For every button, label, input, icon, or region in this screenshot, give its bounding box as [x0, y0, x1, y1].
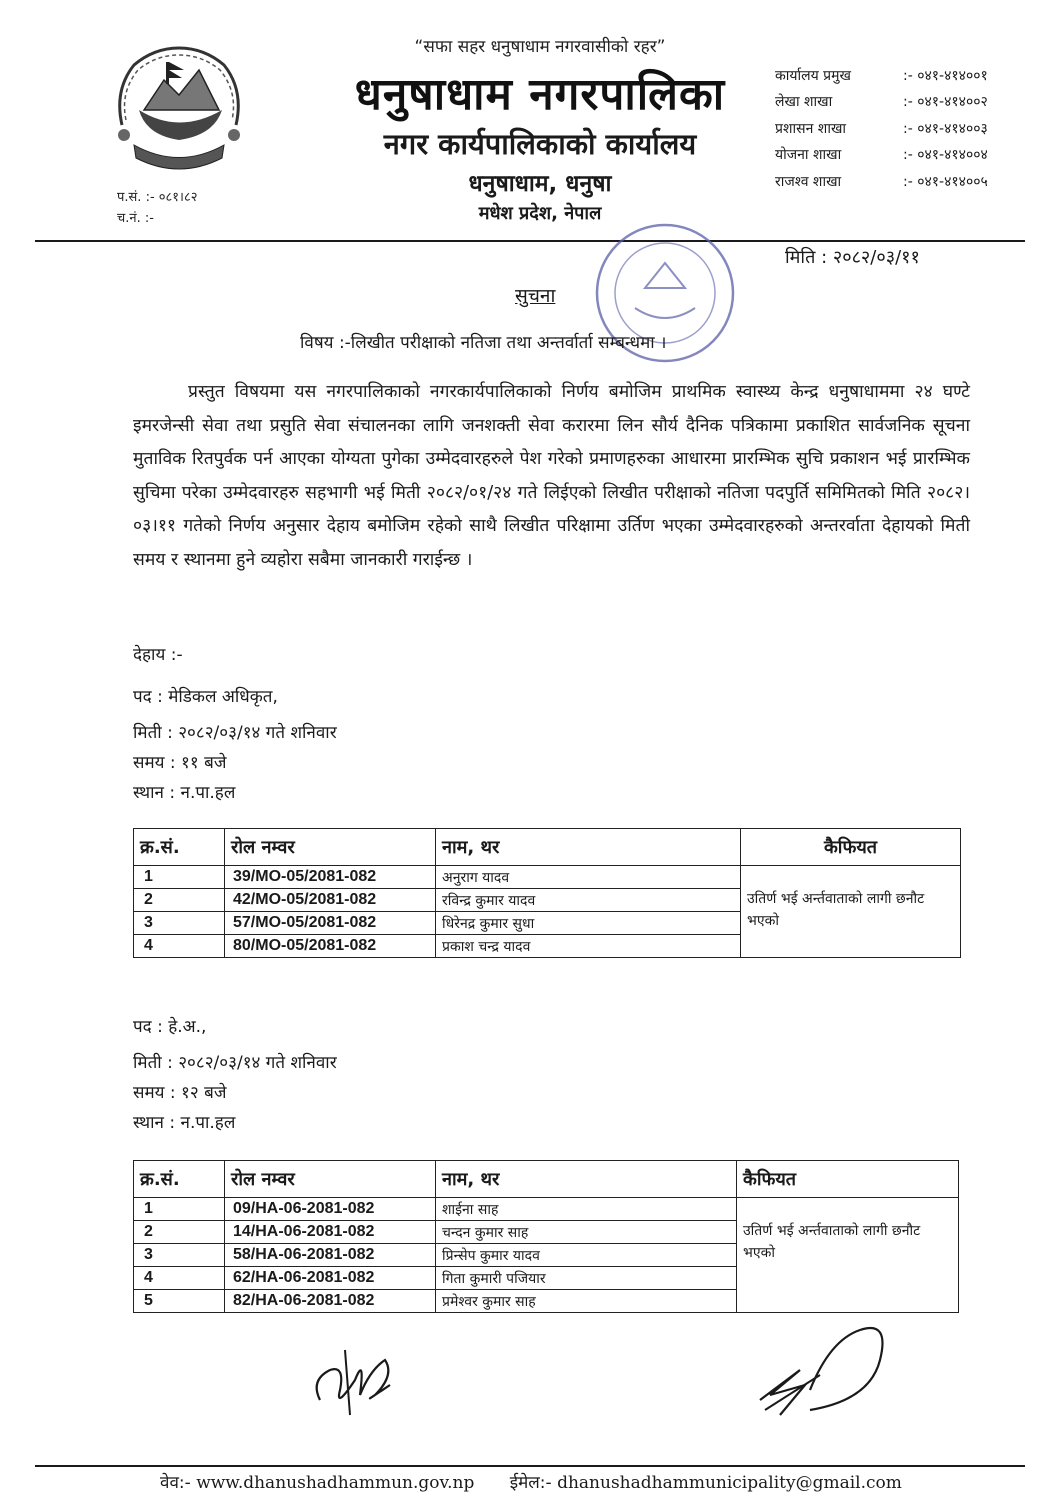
cell-name: शाईना साह [436, 1198, 737, 1221]
results-table-mo [133, 828, 961, 958]
table-header-row [134, 1161, 959, 1198]
section-1-details [133, 640, 337, 808]
col-roll: रोल नम्वर [225, 1161, 436, 1198]
col-name: नाम, थर [436, 829, 741, 866]
cell-name: प्रमेश्वर कुमार साह [436, 1290, 737, 1313]
notice-date: मिति : २०८२/०३/११ [785, 247, 920, 268]
notice-title: सुचना [515, 285, 556, 307]
contact-phone: :- ०४१-४१४००५ [903, 173, 988, 190]
notice-body: प्रस्तुत विषयमा यस नगरपालिकाको नगरकार्यपालिकाको निर्णय बमोजिम प्राथमिक स्वास्थ्य केन्द्र धनुषाधाममा २४ घण्टे इमरजेन्सी सेवा तथा प्रसुति सेवा संचालनका लागि जनशक्ती सेवा करारमा लिन सौर्य दैनिक पत्रिकामा प्रकाशित सार्वजनिक सूचना मुताविक रितपुर्वक पर्न आएका योग्यता पुगेका उम्मेदवारहरुले पेश गरेको प्रमाणहरुका आधारमा प्रारम्भिक सुचि प्रकाशन भई प्रारम्भिक सुचिमा परेका उम्मेदवारहरु सहभागी भई मिती २०८२/०१/२४ गते लिईएको लिखीत परीक्षाको नतिजा पदपुर्ति समिमितको मिति २०८२।०३।११ गतेको निर्णय अनुसार देहाय बमोजिम रहेको साथै लिखीत परिक्षामा उर्तिण भएका उम्मेदवारहरुको अन्तरर्वाता देहायको मिती समय र स्थानमा हुने व्यहोरा सबैमा जानकारी गराईन्छ । [133, 382, 970, 570]
web-label: वेव:- [160, 1473, 191, 1493]
cell-roll: 62/HA-06-2081-082 [225, 1267, 436, 1290]
contact-row [775, 62, 1025, 89]
interview-time: समय : ११ बजे [133, 753, 227, 773]
cell-sn: 5 [134, 1290, 225, 1313]
col-sn: क्र.सं. [134, 829, 225, 866]
cell-name: गिता कुमारी पजियार [436, 1267, 737, 1290]
cell-name: धिरेनद्र कुमार सुधा [436, 912, 741, 935]
contact-label: कार्यालय प्रमुख [775, 67, 851, 84]
website-link[interactable]: www.dhanushadhammun.gov.np [196, 1473, 475, 1493]
notice-subject: विषय :-लिखीत परीक्षाको नतिजा तथा अन्तर्वार्ता सम्बन्धमा । [300, 333, 667, 353]
cell-sn: 3 [134, 912, 225, 935]
cell-name: चन्दन कुमार साह [436, 1221, 737, 1244]
reference-number: प.सं. :- ०८१।८२ [117, 190, 198, 205]
signature-right [750, 1300, 910, 1430]
contact-label: प्रशासन शाखा [775, 120, 847, 137]
cell-sn: 4 [134, 1267, 225, 1290]
municipality-name: धनुषाधाम नगरपालिका [354, 69, 726, 120]
cell-sn: 3 [134, 1244, 225, 1267]
dispatch-number: च.नं. :- [117, 211, 154, 226]
office-name: नगर कार्यपालिकाको कार्यालय [383, 127, 697, 161]
cell-name: प्रिन्सेप कुमार यादव [436, 1244, 737, 1267]
cell-sn: 1 [134, 866, 225, 889]
cell-name: रविन्द्र कुमार यादव [436, 889, 741, 912]
cell-roll: 82/HA-06-2081-082 [225, 1290, 436, 1313]
interview-date: मिती : २०८२/०३/१४ गते शनिवार [133, 723, 337, 743]
interview-place: स्थान : न.पा.हल [133, 783, 236, 803]
footer-divider [35, 1465, 1025, 1467]
cell-roll: 57/MO-05/2081-082 [225, 912, 436, 935]
cell-roll: 58/HA-06-2081-082 [225, 1244, 436, 1267]
contact-phone: :- ०४१-४१४००२ [903, 94, 988, 111]
col-roll: रोल नम्वर [225, 829, 436, 866]
col-remark: कैफियत [741, 829, 961, 866]
cell-sn: 4 [134, 935, 225, 958]
contact-list [775, 62, 1025, 195]
table-row [134, 1198, 959, 1221]
contact-label: राजश्व शाखा [775, 173, 842, 190]
table-row [134, 866, 961, 889]
contact-label: लेखा शाखा [775, 94, 833, 111]
post-line: पद : हे.अ., [133, 1017, 207, 1037]
city-name: धनुषाधाम, धनुषा [468, 171, 612, 197]
contact-phone: :- ०४१-४१४००४ [903, 147, 988, 164]
interview-time: समय : १२ बजे [133, 1083, 227, 1103]
cell-name: प्रकाश चन्द्र यादव [436, 935, 741, 958]
contact-row [775, 142, 1025, 169]
col-name: नाम, थर [436, 1161, 737, 1198]
table-header-row [134, 829, 961, 866]
section-2-details [133, 1012, 337, 1138]
interview-date: मिती : २०८२/०३/१४ गते शनिवार [133, 1053, 337, 1073]
cell-sn: 2 [134, 889, 225, 912]
post-line: पद : मेडिकल अधिकृत, [133, 687, 278, 707]
col-sn: क्र.सं. [134, 1161, 225, 1198]
header-divider [35, 240, 1025, 242]
cell-roll: 80/MO-05/2081-082 [225, 935, 436, 958]
cell-remark: उतिर्ण भई अर्न्तवाताको लागी छनौट भएको [737, 1198, 959, 1313]
interview-place: स्थान : न.पा.हल [133, 1113, 236, 1133]
nepal-emblem-icon [104, 40, 254, 180]
contact-row [775, 89, 1025, 116]
contact-row [775, 115, 1025, 142]
cell-remark: उतिर्ण भई अर्न्तवाताको लागी छनौट भएको [741, 866, 961, 958]
slogan: “सफा सहर धनुषाधाम नगरवासीको रहर” [414, 37, 666, 57]
footer [160, 1470, 902, 1493]
dehaya-label: देहाय :- [133, 645, 183, 665]
cell-sn: 1 [134, 1198, 225, 1221]
col-remark: कैफियत [737, 1161, 959, 1198]
contact-phone: :- ०४१-४१४००३ [903, 120, 988, 137]
cell-roll: 14/HA-06-2081-082 [225, 1221, 436, 1244]
results-table-ha [133, 1160, 959, 1313]
contact-label: योजना शाखा [775, 147, 842, 164]
cell-sn: 2 [134, 1221, 225, 1244]
cell-roll: 09/HA-06-2081-082 [225, 1198, 436, 1221]
cell-roll: 42/MO-05/2081-082 [225, 889, 436, 912]
email-label: ईमेल:- [509, 1473, 552, 1493]
contact-row [775, 168, 1025, 195]
province-name: मधेश प्रदेश, नेपाल [478, 203, 602, 224]
contact-phone: :- ०४१-४१४००१ [903, 67, 988, 84]
cell-roll: 39/MO-05/2081-082 [225, 866, 436, 889]
email-link[interactable]: dhanushadhammunicipality@gmail.com [557, 1473, 902, 1493]
signature-left [300, 1340, 410, 1420]
cell-name: अनुराग यादव [436, 866, 741, 889]
